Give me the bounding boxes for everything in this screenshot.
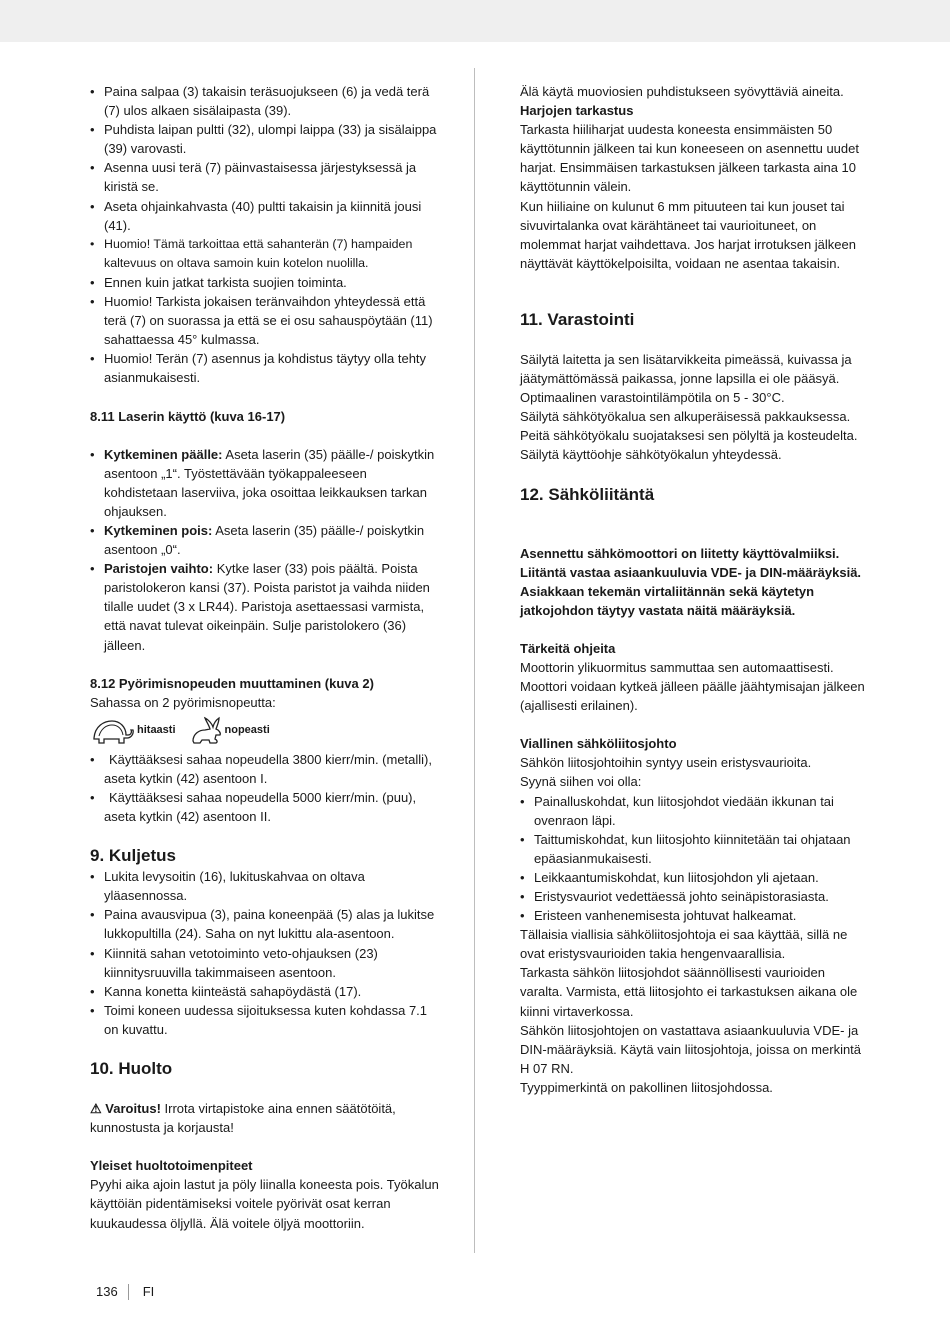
list-item: • Aseta ohjainkahvasta (40) pultti takaisin ja kiinnitä jousi (41). bbox=[90, 197, 440, 235]
electric-connection-notice: Asennettu sähkömoottori on liitetty käyttövalmiiksi. Liitäntä vastaa asiaankuuluvia VDE- ja DIN-määräyksiä. Asiakkaan tekemän virtaliitännän sekä käytetyn jatkojohdon täytyy vastata näitä määräyksiä. bbox=[520, 545, 862, 618]
list-item bbox=[90, 521, 440, 559]
item-lead: Paristojen vaihto: bbox=[104, 561, 214, 577]
warning-text: Irrota virtapistoke aina ennen säätötöitä, kunnostusta ja korjausta! bbox=[90, 1101, 396, 1136]
list-item: • Kanna konetta kiinteästä sahapöydästä (17). bbox=[90, 982, 440, 1001]
faulty-cable-text-3: Tällaisia viallisia sähköliitosjohtoja ei saa käyttää, sillä ne ovat eristysvaurioiden takia hengenvaarallisia. bbox=[520, 927, 848, 962]
list-item bbox=[90, 559, 440, 654]
storage-text-3: Peitä sähkötyökalu suojataksesi sen pölyltä ja kosteudelta. bbox=[520, 428, 858, 444]
top-band bbox=[0, 0, 950, 42]
list-item: • Painalluskohdat, kun liitosjohdot viedään ikkunan tai ovenraon läpi. bbox=[520, 792, 865, 830]
list-item: • Lukita levysoitin (16), lukituskahvaa on oltava yläasennossa. bbox=[90, 867, 440, 905]
laser-list bbox=[90, 445, 440, 655]
list-item: • Paina salpaa (3) takaisin teräsuojukseen (6) ja vedä terä (7) ulos alkaen sisälaipasta (39). bbox=[90, 82, 440, 120]
storage-text-4: Säilytä käyttöohje sähkötyökalun yhteydessä. bbox=[520, 447, 782, 463]
item-text: Kytke laser (33) pois päältä. Poista paristolokeron kansi (37). Poista paristot ja vaihda niiden tilalle uudet (3 x LR44). Paristoja asettaessasi varmista, että navat tulevat oikeinpäin. Sulje paristolokero (36) jälleen. bbox=[104, 561, 430, 653]
brushes-heading: Harjojen tarkastus bbox=[520, 103, 634, 119]
list-item: • Huomio! Terän (7) asennus ja kohdistus täytyy olla tehty asianmukaisesti. bbox=[90, 349, 440, 387]
important-notes-heading: Tärkeitä ohjeita bbox=[520, 640, 616, 656]
storage-text-1: Säilytä laitetta ja sen lisätarvikkeita pimeässä, kuivassa ja jäätymättömässä paikassa, jonne lapsilla ei ole pääsyä. Optimaalinen varastointilämpötila on 5 - 30°C. bbox=[520, 351, 852, 406]
section-heading-8-11: 8.11 Laserin käyttö (kuva 16-17) bbox=[90, 408, 286, 424]
item-text: Aseta laserin (35) päälle-/ poiskytkin asentoon „1“. Työstettävään työkappaleeseen kohdistetaan laserviiva, joka osoittaa leikkauksen tarkan ohjauksen. bbox=[104, 446, 435, 519]
list-item: • Ennen kuin jatkat tarkista suojien toiminta. bbox=[90, 273, 440, 292]
list-item: • Kiinnitä sahan vetotoiminto veto-ohjauksen (23) kiinnitysruuvilla takimmaiseen asentoon. bbox=[90, 944, 440, 982]
item-text: Käyttääksesi sahaa nopeudella 5000 kierr/min. (puu), aseta kytkin (42) asentoon II. bbox=[104, 790, 417, 825]
general-maintenance-heading: Yleiset huoltotoimenpiteet bbox=[90, 1158, 253, 1174]
list-item bbox=[90, 445, 440, 521]
section-heading-8-12: 8.12 Pyörimisnopeuden muuttaminen (kuva 2) bbox=[90, 675, 374, 691]
page-number: 136 bbox=[96, 1284, 118, 1299]
list-item: • Asenna uusi terä (7) päinvastaisessa järjestyksessä ja kiristä se. bbox=[90, 158, 440, 196]
warning-paragraph bbox=[90, 1099, 440, 1137]
faulty-cable-text-1: Sähkön liitosjohtoihin syntyy usein eristysvaurioita. bbox=[520, 755, 812, 771]
item-lead: Kytkeminen pois: bbox=[104, 522, 213, 538]
section-heading-10: 10. Huolto bbox=[90, 1059, 173, 1079]
speed-fast-label: nopeasti bbox=[224, 724, 270, 737]
list-item: • Leikkaantumiskohdat, kun liitosjohdon yli ajetaan. bbox=[520, 868, 865, 887]
blade-change-list bbox=[90, 82, 440, 388]
list-item bbox=[90, 750, 440, 788]
speed-slow bbox=[90, 716, 176, 746]
section-heading-12: 12. Sähköliitäntä bbox=[520, 484, 655, 504]
warning-lead: Varoitus! bbox=[105, 1101, 161, 1117]
faulty-cable-heading: Viallinen sähköliitosjohto bbox=[520, 736, 677, 752]
warning-icon: ⚠ bbox=[90, 1101, 102, 1117]
section-heading-9: 9. Kuljetus bbox=[90, 846, 176, 866]
speed-list bbox=[90, 750, 440, 826]
list-item: • Paina avausvipua (3), paina koneenpää (5) alas ja lukitse lukkopultilla (24). Saha on nyt lukittu ala-asentoon. bbox=[90, 905, 440, 943]
transport-list bbox=[90, 867, 440, 1039]
faulty-cable-list bbox=[520, 792, 865, 926]
rabbit-icon bbox=[190, 716, 222, 746]
speed-fast bbox=[190, 716, 270, 746]
list-item: • Huomio! Tarkista jokaisen teränvaihdon yhteydessä että terä (7) on suorassa ja että se ei osu sahauspöytään (11) sahattaessa 45° kulmassa. bbox=[90, 292, 440, 349]
list-item bbox=[90, 788, 440, 826]
list-item: • Eristeen vanhenemisesta johtuvat halkeamat. bbox=[520, 906, 865, 925]
list-item: • Taittumiskohdat, kun liitosjohto kiinnitetään tai ohjataan epäasianmukaisesti. bbox=[520, 830, 865, 868]
section-heading-11: 11. Varastointi bbox=[520, 309, 635, 329]
item-text: Aseta laserin (35) päälle-/ poiskytkin asentoon „0“. bbox=[104, 522, 425, 558]
list-item: • Huomio! Tämä tarkoittaa että sahanterän (7) hampaiden kaltevuus on oltava samoin kuin kotelon nuolilla. bbox=[90, 235, 440, 273]
storage-text-2: Säilytä sähkötyökalua sen alkuperäisessä pakkauksessa. bbox=[520, 409, 851, 425]
item-lead: Kytkeminen päälle: bbox=[104, 446, 223, 462]
important-notes-text: Moottorin ylikuormitus sammuttaa sen automaattisesti. Moottori voidaan kytkeä jälleen päälle jäähtymisajan jälkeen (ajallisesti erilainen). bbox=[520, 659, 865, 714]
brushes-text-1: Tarkasta hiiliharjat uudesta koneesta ensimmäisten 50 käyttötunnin jälkeen tai kun koneeseen on asennettu uudet harjat. Ensimmäisen tarkastuksen jälkeen tarkasta aina 10 käyttötunnin välein. bbox=[520, 122, 859, 195]
intro-text: Älä käytä muoviosien puhdistukseen syövyttäviä aineita. bbox=[520, 84, 844, 99]
list-item: • Toimi koneen uudessa sijoituksessa kuten kohdassa 7.1 on kuvattu. bbox=[90, 1001, 440, 1039]
brushes-text-2: Kun hiiliaine on kulunut 6 mm pituuteen tai kun jouset tai sivuvirtalanka ovat kärähtäneet tai vaurioituneet, on molemmat harjat vaihdettava. Jos harjat irrotuksen jälkeen näyttävät käyttökelpoisilta, voidaan ne asentaa takaisin. bbox=[520, 198, 856, 271]
turtle-icon bbox=[90, 716, 134, 746]
list-item: • Eristysvauriot vedettäessä johto seinäpistorasiasta. bbox=[520, 887, 865, 906]
speed-intro: Sahassa on 2 pyörimisnopeutta: bbox=[90, 694, 276, 710]
speed-slow-label: hitaasti bbox=[137, 724, 176, 737]
faulty-cable-text-4: Tarkasta sähkön liitosjohdot säännöllisesti vaurioiden varalta. Varmista, että liitosjohto ei tarkastuksen aikana ole kiinni virtaverkossa. bbox=[520, 965, 858, 1019]
general-maintenance-text: Pyyhi aika ajoin lastut ja pöly liinalla koneesta pois. Työkalun käyttöiän pidentämiseksi voitele pyörivät osat kerran kuukaudessa öljyllä. Älä voitele öljyä moottoriin. bbox=[90, 1177, 439, 1231]
footer-divider bbox=[128, 1284, 129, 1300]
page-footer bbox=[96, 1282, 154, 1301]
faulty-cable-text-6: Tyyppimerkintä on pakollinen liitosjohdossa. bbox=[520, 1079, 773, 1095]
faulty-cable-text-5: Sähkön liitosjohtojen on vastattava asiaankuuluvia VDE- ja DIN-määräyksiä. Käytä vain liitosjohtoja, joissa on merkintä H 07 RN. bbox=[520, 1022, 862, 1076]
list-item: • Puhdista laipan pultti (32), ulompi laippa (33) ja sisälaippa (39) varovasti. bbox=[90, 120, 440, 158]
faulty-cable-text-2: Syynä siihen voi olla: bbox=[520, 774, 642, 790]
item-text: Käyttääksesi sahaa nopeudella 3800 kierr/min. (metalli), aseta kytkin (42) asentoon I. bbox=[104, 751, 433, 786]
right-column bbox=[520, 82, 865, 1097]
language-code: FI bbox=[142, 1284, 155, 1299]
column-divider bbox=[474, 68, 475, 1253]
left-column bbox=[90, 82, 440, 1233]
speed-icons bbox=[90, 712, 440, 750]
